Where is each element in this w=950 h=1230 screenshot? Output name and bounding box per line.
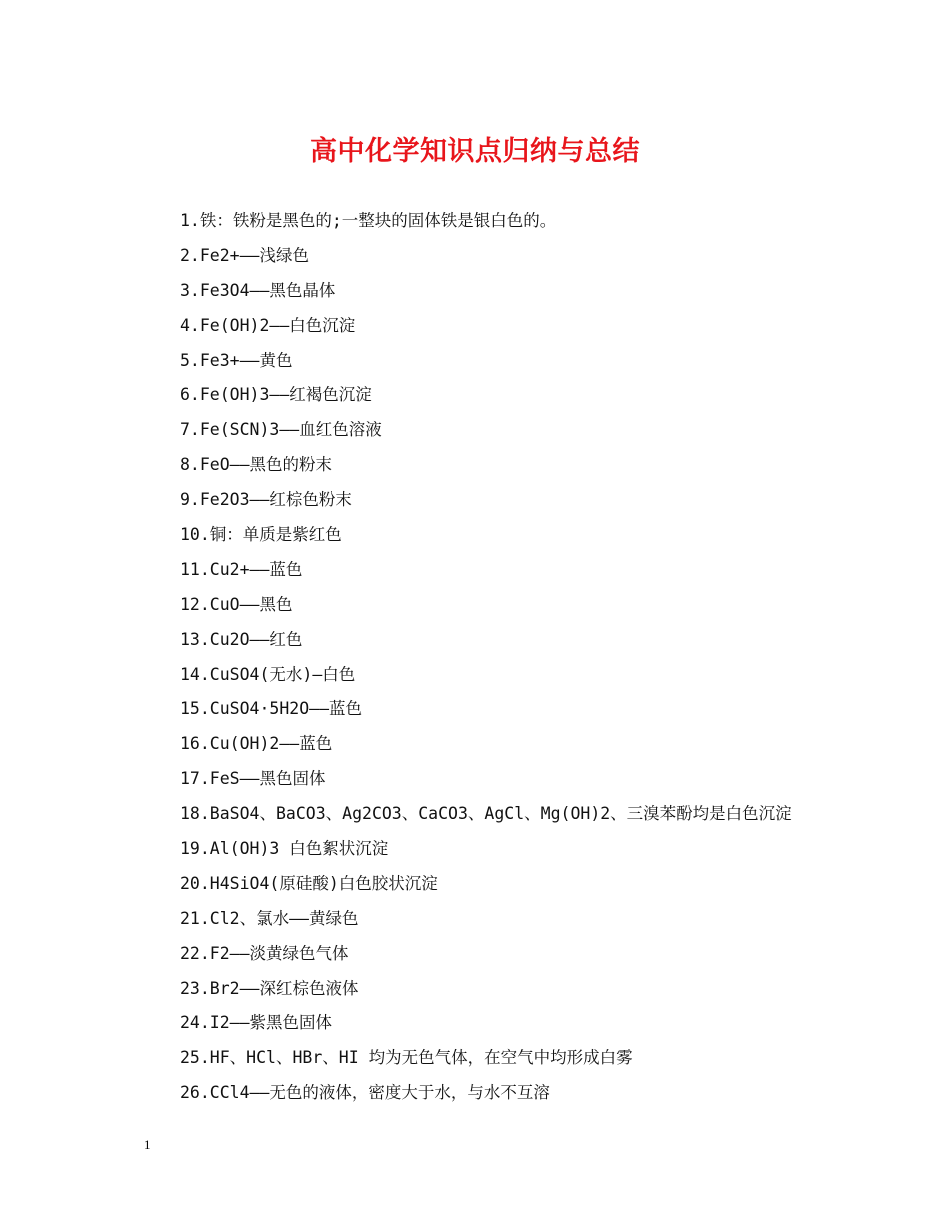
list-item: 21.Cl2、氯水——黄绿色 <box>180 908 359 928</box>
list-item: 18.BaSO4、BaCO3、Ag2CO3、CaCO3、AgCl、Mg(OH)2、三溴苯酚均是白色沉淀 <box>180 804 792 824</box>
list-item: 17.FeS——黑色固体 <box>180 769 326 789</box>
page-number: 1 <box>144 1137 151 1152</box>
list-item: 7.Fe(SCN)3——血红色溶液 <box>180 420 382 440</box>
list-item: 22.F2——淡黄绿色气体 <box>180 943 349 963</box>
list-item: 14.CuSO4(无水)—白色 <box>180 664 356 684</box>
list-item: 4.Fe(OH)2——白色沉淀 <box>180 315 356 335</box>
knowledge-list <box>180 204 900 1111</box>
list-item: 6.Fe(OH)3——红褐色沉淀 <box>180 385 372 405</box>
list-item: 13.Cu2O——红色 <box>180 629 303 649</box>
list-item: 23.Br2——深红棕色液体 <box>180 978 359 998</box>
list-item: 10.铜：单质是紫红色 <box>180 525 342 545</box>
list-item: 11.Cu2+——蓝色 <box>180 559 303 579</box>
list-item: 19.Al(OH)3 白色絮状沉淀 <box>180 839 389 859</box>
list-item: 24.I2——紫黑色固体 <box>180 1013 333 1033</box>
list-item: 16.Cu(OH)2——蓝色 <box>180 734 333 754</box>
list-item: 5.Fe3+——黄色 <box>180 350 293 370</box>
list-item: 15.CuSO4·5H2O——蓝色 <box>180 699 363 719</box>
list-item: 26.CCl4——无色的液体，密度大于水，与水不互溶 <box>180 1083 550 1103</box>
list-item: 1.铁：铁粉是黑色的;一整块的固体铁是银白色的。 <box>180 211 557 230</box>
list-item: 9.Fe2O3——红棕色粉末 <box>180 490 352 510</box>
list-item: 12.CuO——黑色 <box>180 594 293 614</box>
list-item: 3.Fe3O4——黑色晶体 <box>180 280 336 300</box>
list-item: 2.Fe2+——浅绿色 <box>180 245 309 265</box>
list-item: 20.H4SiO4(原硅酸)白色胶状沉淀 <box>180 873 438 893</box>
list-item: 25.HF、HCl、HBr、HI 均为无色气体，在空气中均形成白雾 <box>180 1048 633 1068</box>
page-title: 高中化学知识点归纳与总结 <box>310 136 640 167</box>
list-item: 8.FeO——黑色的粉末 <box>180 455 333 475</box>
